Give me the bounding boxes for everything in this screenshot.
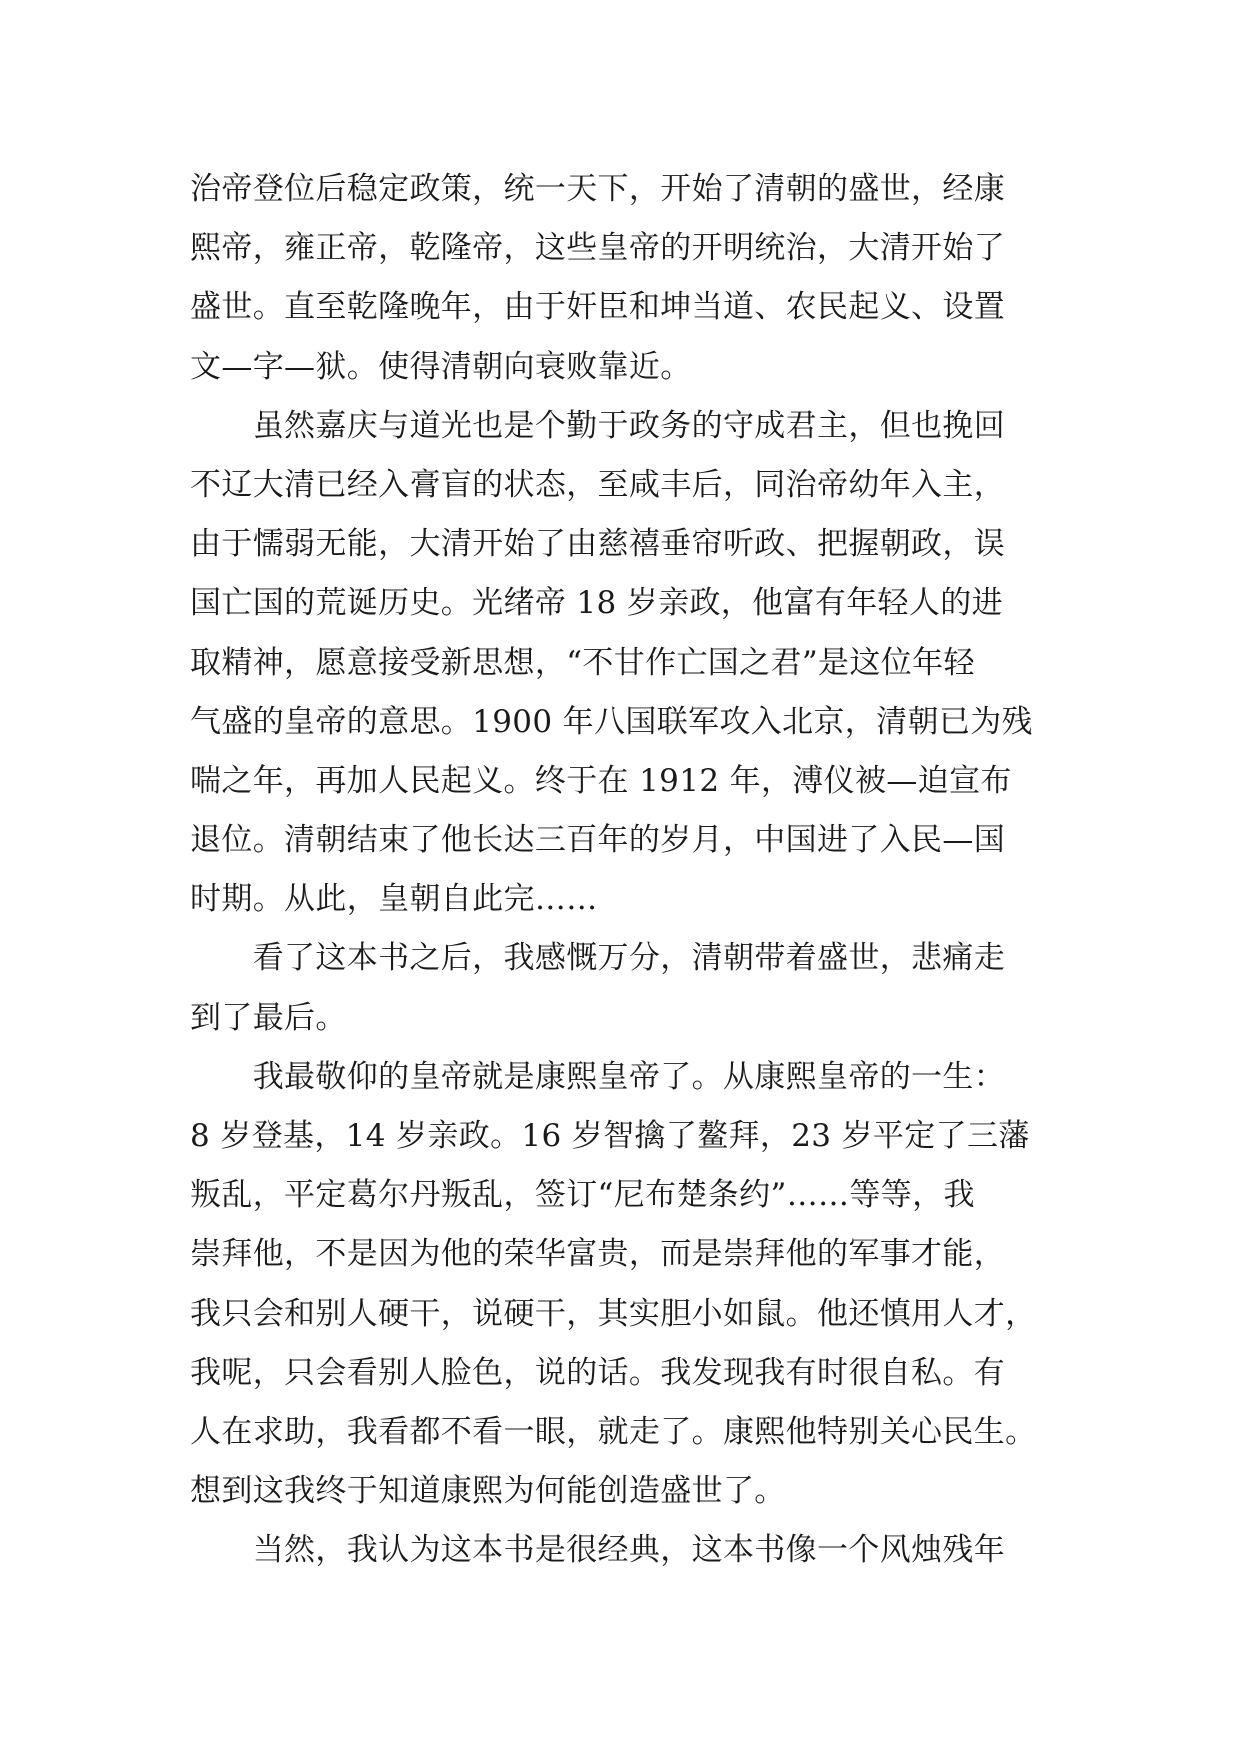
text-line: 看了这本书之后，我感慨万分，清朝带着盛世，悲痛走 [190, 940, 1006, 977]
text-line: 到了最后。 [190, 999, 347, 1036]
text-line: 国亡国的荒诞历史。光绪帝 18 岁亲政，他富有年轻人的进 [190, 585, 1003, 622]
paragraph-4 [190, 1048, 1070, 1522]
text-line: 8 岁登基，14 岁亲政。16 岁智擒了鳌拜，23 岁平定了三藩 [190, 1118, 1030, 1154]
text-line: 崇拜他，不是因为他的荣华富贵，而是崇拜他的军事才能， [190, 1236, 1006, 1273]
paragraph-2 [190, 397, 1070, 930]
text-line: 退位。清朝结束了他长达三百年的岁月，中国进了入民—国 [190, 822, 1006, 859]
paragraph-3 [190, 929, 1070, 1047]
text-line: 气盛的皇帝的意思。1900 年八国联军攻入北京，清朝已为残 [190, 703, 1033, 740]
text-line: 我呢，只会看别人脸色，说的话。我发现我有时很自私。有 [190, 1354, 1006, 1391]
text-line: 想到这我终于知道康熙为何能创造盛世了。 [190, 1473, 786, 1510]
text-line: 叛乱，平定葛尔丹叛乱，签订“尼布楚条约”……等等，我 [190, 1177, 975, 1214]
document-body [190, 160, 1070, 1581]
text-line: 当然，我认为这本书是很经典，这本书像一个风烛残年 [190, 1532, 1006, 1569]
text-line: 时期。从此，皇朝自此完…… [190, 881, 598, 918]
text-line: 我最敬仰的皇帝就是康熙皇帝了。从康熙皇帝的一生： [190, 1058, 1006, 1095]
text-line: 不辽大清已经入膏盲的状态，至咸丰后，同治帝幼年入主， [190, 466, 1006, 503]
text-line: 盛世。直至乾隆晚年，由于奸臣和坤当道、农民起义、设置 [190, 289, 1006, 326]
paragraph-5 [190, 1521, 1070, 1580]
text-line: 取精神，愿意接受新思想，“不甘作亡国之君”是这位年轻 [190, 644, 975, 681]
text-line: 由于懦弱无能，大清开始了由慈禧垂帘听政、把握朝政，误 [190, 526, 1006, 563]
text-line: 我只会和别人硬干，说硬干，其实胆小如鼠。他还慎用人才， [190, 1295, 1037, 1332]
text-line: 喘之年，再加人民起义。终于在 1912 年，溥仪被—迫宣布 [190, 762, 1012, 799]
text-line: 文—字—狱。使得清朝向衰败靠近。 [190, 348, 692, 385]
text-line: 人在求助，我看都不看一眼，就走了。康熙他特别关心民生。 [190, 1413, 1037, 1450]
paragraph-1 [190, 160, 1070, 397]
text-line: 虽然嘉庆与道光也是个勤于政务的守成君主，但也挽回 [190, 407, 1006, 444]
text-line: 治帝登位后稳定政策，统一天下，开始了清朝的盛世，经康 [190, 171, 1006, 207]
text-line: 熙帝，雍正帝，乾隆帝，这些皇帝的开明统治，大清开始了 [190, 230, 1006, 267]
